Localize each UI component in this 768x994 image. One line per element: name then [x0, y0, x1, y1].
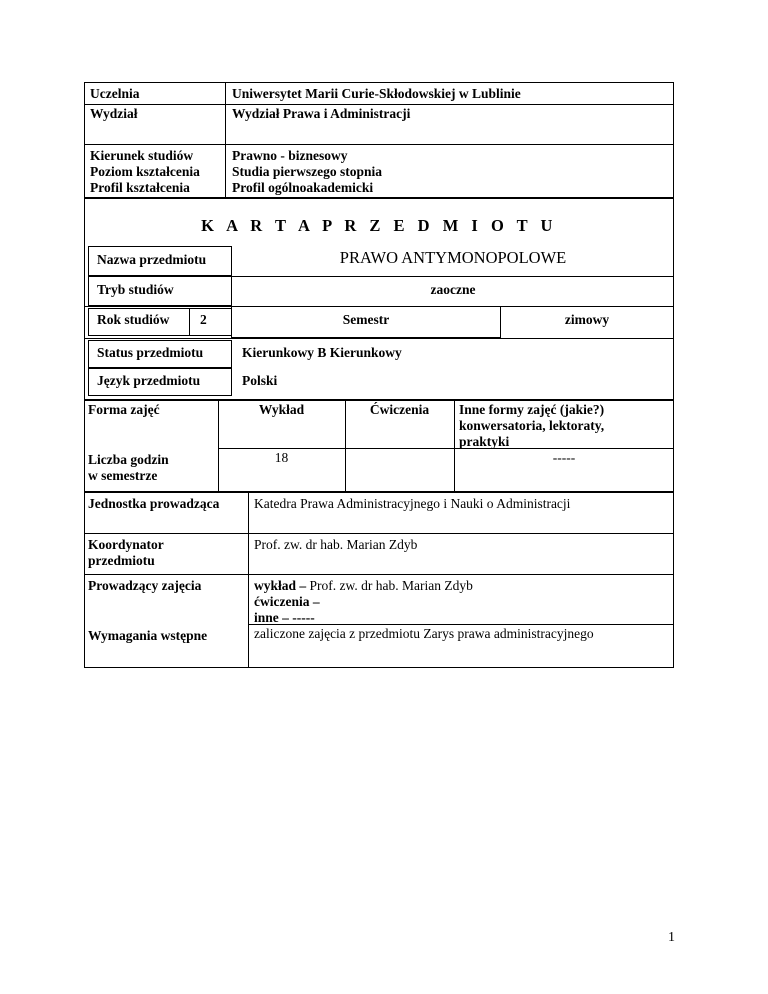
other-forms-header-3: praktyki: [459, 434, 510, 449]
semester-value: zimowy: [564, 312, 610, 327]
card-title: K A R T A P R Z E D M I O T U: [201, 216, 557, 235]
row-line: [232, 276, 674, 277]
course-name-value: PRAWO ANTYMONOPOLOWE: [339, 248, 567, 267]
status-label: Status przedmiotu: [97, 345, 204, 360]
class-forms-label: Forma zajęć: [88, 402, 160, 417]
header-divider: [225, 82, 226, 198]
other-hours: -----: [552, 450, 576, 465]
header-row-line: [84, 144, 674, 145]
other-forms-header-2: konwersatoria, lektoraty,: [459, 418, 605, 433]
university-label: Uczelnia: [90, 86, 140, 101]
study-mode-value: zaoczne: [430, 282, 476, 297]
hours-label-1: Liczba godzin: [88, 452, 169, 467]
instructors-other: inne – -----: [254, 610, 315, 625]
semester-label: Semestr: [342, 312, 390, 327]
language-value: Polski: [242, 373, 278, 388]
study-year-label: Rok studiów: [97, 312, 170, 327]
prerequisites-label: Wymagania wstępne: [88, 628, 208, 643]
prerequisites-value: zaliczone zajęcia z przedmiotu Zarys prawa administracyjnego: [254, 626, 594, 641]
unit-value: Katedra Prawa Administracyjnego i Nauki o Administracji: [254, 496, 571, 511]
hours-label-2: w semestrze: [88, 468, 158, 483]
instructors-exercises: ćwiczenia –: [254, 594, 320, 609]
study-mode-label: Tryb studiów: [97, 282, 174, 297]
col-line: [248, 492, 249, 668]
faculty-value: Wydział Prawa i Administracji: [232, 106, 411, 121]
coordinator-label-2: przedmiotu: [88, 553, 155, 568]
study-year-value-cell: [189, 308, 232, 336]
instructors-lecture-label: wykład –: [254, 578, 310, 593]
page-number: 1: [668, 930, 675, 945]
coordinator-value: Prof. zw. dr hab. Marian Zdyb: [254, 537, 418, 552]
profile-label: Profil kształcenia: [90, 180, 190, 195]
faculty-label: Wydział: [90, 106, 138, 121]
status-value: Kierunkowy B Kierunkowy: [242, 345, 402, 360]
course-name-label: Nazwa przedmiotu: [97, 252, 207, 267]
unit-label: Jednostka prowadząca: [88, 496, 220, 511]
university-value: Uniwersytet Marii Curie-Skłodowskiej w Lublinie: [232, 86, 521, 101]
level-value: Studia pierwszego stopnia: [232, 164, 383, 179]
row-line: [84, 574, 674, 575]
program-value: Prawno - biznesowy: [232, 148, 348, 163]
program-label: Kierunek studiów: [90, 148, 194, 163]
coordinator-label-1: Koordynator: [88, 537, 164, 552]
col-line: [454, 400, 455, 492]
row-line: [84, 533, 674, 534]
row-line: [84, 338, 674, 339]
exercises-header: Ćwiczenia: [369, 402, 430, 417]
lecture-header: Wykład: [258, 402, 305, 417]
instructors-lecture-value: Prof. zw. dr hab. Marian Zdyb: [309, 578, 473, 593]
profile-value: Profil ogólnoakademicki: [232, 180, 374, 195]
row-line: [218, 448, 454, 449]
instructors-label: Prowadzący zajęcia: [88, 578, 202, 593]
level-label: Poziom kształcenia: [90, 164, 200, 179]
study-year-value: 2: [200, 312, 207, 327]
header-row-line: [84, 104, 674, 105]
other-forms-header-1: Inne formy zajęć (jakie?): [459, 402, 605, 417]
lecture-hours: 18: [274, 450, 289, 465]
instructors-lecture: [254, 578, 473, 594]
language-label: Język przedmiotu: [97, 373, 201, 388]
